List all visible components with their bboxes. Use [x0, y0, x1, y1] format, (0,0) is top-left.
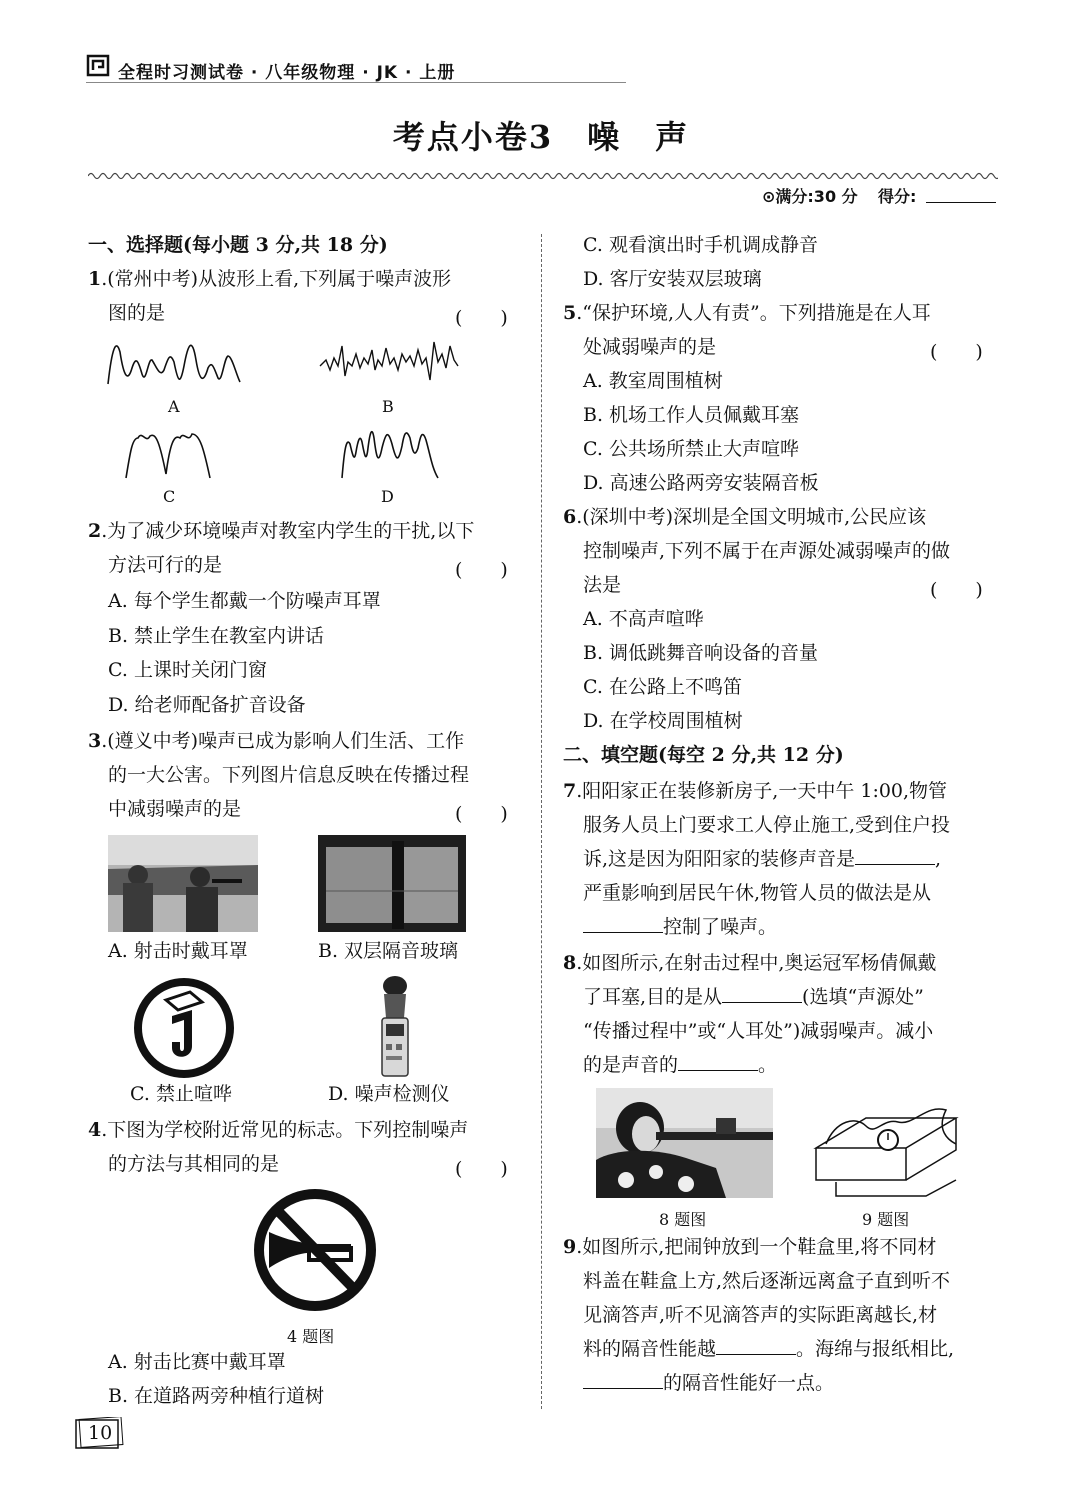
q5-line1: 5.“保护环境,人人有责”。下列措施是在人耳 [563, 302, 931, 324]
q8-line3: “传播过程中”或“人耳处”)减弱噪声。减小 [583, 1020, 934, 1042]
q8-line1: 8.如图所示,在射击过程中,奥运冠军杨倩佩戴 [563, 952, 937, 974]
waveform-b [318, 336, 460, 392]
q8-line4: 的是声音的 。 [583, 1048, 777, 1082]
q3-option-a: A. 射击时戴耳罩 [108, 940, 248, 962]
wavy-divider [88, 166, 998, 176]
shooter-with-earplugs-photo [596, 1088, 773, 1198]
q4-line1: 4.下图为学校附近常见的标志。下列控制噪声 [88, 1119, 469, 1141]
waveform-a [104, 338, 244, 394]
no-horn-sign-icon [251, 1186, 379, 1314]
q4-option-c: C. 观看演出时手机调成静音 [583, 234, 818, 256]
q5-option-b: B. 机场工作人员佩戴耳塞 [583, 404, 800, 426]
score-blank [926, 202, 996, 203]
q9-figure-caption: 9 题图 [862, 1210, 910, 1229]
q2-option-b: B. 禁止学生在教室内讲话 [108, 625, 325, 647]
noise-meter-icon [370, 974, 420, 1080]
q9-line2: 料盖在鞋盒上方,然后逐渐远离盒子直到听不 [583, 1270, 951, 1292]
q3-option-c: C. 禁止喧哗 [130, 1083, 232, 1105]
q9-line5: 的隔音性能好一点。 [583, 1366, 834, 1400]
q3-option-d: D. 噪声检测仪 [328, 1083, 450, 1105]
q7-line3: 诉,这是因为阳阳家的装修声音是 , [583, 842, 941, 876]
waveform-d-label: D [381, 487, 394, 506]
q4-option-a: A. 射击比赛中戴耳罩 [108, 1351, 286, 1373]
q2-option-c: C. 上课时关闭门窗 [108, 659, 267, 681]
q4-line2: 的方法与其相同的是 [108, 1153, 280, 1175]
q8-blank-1[interactable] [722, 980, 802, 1003]
q5-option-c: C. 公共场所禁止大声喧哗 [583, 438, 799, 460]
score-got: 得分: [878, 187, 917, 206]
q7-line4: 严重影响到居民午休,物管人员的做法是从 [583, 882, 932, 904]
q6-line3: 法是 [583, 574, 622, 596]
q5-option-a: A. 教室周围植树 [583, 370, 723, 392]
header-rule [86, 82, 626, 83]
q9-blank-2[interactable] [583, 1366, 663, 1389]
q7-line5: 控制了噪声。 [583, 910, 777, 944]
q5-option-d: D. 高速公路两旁安装隔音板 [583, 472, 819, 494]
header-series: 全程时习测试卷 · 八年级物理 · JK · 上册 [118, 63, 456, 83]
q5-answer-paren[interactable]: ( ) [930, 341, 983, 363]
q2-line2: 方法可行的是 [108, 554, 223, 576]
q2-answer-paren[interactable]: ( ) [455, 559, 508, 581]
double-glass-photo [318, 835, 466, 932]
waveform-a-label: A [168, 397, 180, 416]
page-number: 10 [88, 1422, 113, 1444]
q3-line2: 的一大公害。下列图片信息反映在传播过程 [108, 764, 470, 786]
q9-blank-1[interactable] [716, 1332, 796, 1355]
q4-option-b: B. 在道路两旁种植行道树 [108, 1385, 325, 1407]
q6-option-d: D. 在学校周围植树 [583, 710, 743, 732]
q6-answer-paren[interactable]: ( ) [930, 579, 983, 601]
q6-line1: 6.(深圳中考)深圳是全国文明城市,公民应该 [563, 506, 927, 528]
q2-line1: 2.为了减少环境噪声对教室内学生的干扰,以下 [88, 520, 475, 542]
q7-line2: 服务人员上门要求工人停止施工,受到住户投 [583, 814, 951, 836]
q8-blank-2[interactable] [678, 1048, 758, 1071]
page-title: 考点小卷3 噪 声 [392, 118, 690, 156]
shoebox-alarm-clock-figure [806, 1100, 966, 1200]
waveform-c-label: C [163, 487, 176, 506]
q7-line1: 7.阳阳家正在装修新房子,一天中午 1:00,物管 [563, 780, 948, 802]
q4-answer-paren[interactable]: ( ) [455, 1158, 508, 1180]
q9-line3: 见滴答声,听不见滴答声的实际距离越长,材 [583, 1304, 938, 1326]
q3-option-b: B. 双层隔音玻璃 [318, 940, 459, 962]
q1-line2: 图的是 [108, 302, 166, 324]
waveform-b-label: B [382, 397, 394, 416]
score-full: ⊙满分:30 分 [762, 187, 858, 206]
shooting-earmuffs-photo [108, 835, 258, 932]
q4-option-d: D. 客厅安装双层玻璃 [583, 268, 762, 290]
q7-blank-2[interactable] [583, 910, 663, 933]
q6-option-a: A. 不高声喧哗 [583, 608, 704, 630]
q9-line1: 9.如图所示,把闹钟放到一个鞋盒里,将不同材 [563, 1236, 937, 1258]
no-noise-sign-icon [132, 976, 236, 1080]
q6-option-c: C. 在公路上不鸣笛 [583, 676, 742, 698]
q2-option-a: A. 每个学生都戴一个防噪声耳罩 [108, 590, 381, 612]
q3-line3: 中减弱噪声的是 [108, 798, 242, 820]
header-logo-icon [86, 54, 112, 78]
q1-line1: 1.(常州中考)从波形上看,下列属于噪声波形 [88, 268, 452, 290]
q2-option-d: D. 给老师配备扩音设备 [108, 694, 306, 716]
q8-figure-caption: 8 题图 [659, 1210, 707, 1229]
q9-line4: 料的隔音性能越 。海绵与报纸相比, [583, 1332, 954, 1366]
q3-answer-paren[interactable]: ( ) [455, 803, 508, 825]
column-divider [541, 234, 542, 1409]
q6-line2: 控制噪声,下列不属于在声源处减弱噪声的做 [583, 540, 951, 562]
q5-line2: 处减弱噪声的是 [583, 336, 717, 358]
section-title-choice: 一、选择题(每小题 3 分,共 18 分) [88, 234, 388, 256]
section-title-fill: 二、填空题(每空 2 分,共 12 分) [563, 744, 844, 766]
q3-line1: 3.(遵义中考)噪声已成为影响人们生活、工作 [88, 730, 465, 752]
waveform-c [120, 424, 220, 480]
q4-figure-caption: 4 题图 [287, 1327, 335, 1346]
q6-option-b: B. 调低跳舞音响设备的音量 [583, 642, 819, 664]
waveform-d [338, 424, 442, 480]
q7-blank-1[interactable] [855, 842, 935, 865]
q1-answer-paren[interactable]: ( ) [455, 307, 508, 329]
q8-line2: 了耳塞,目的是从 (选填“声源处” [583, 980, 924, 1014]
